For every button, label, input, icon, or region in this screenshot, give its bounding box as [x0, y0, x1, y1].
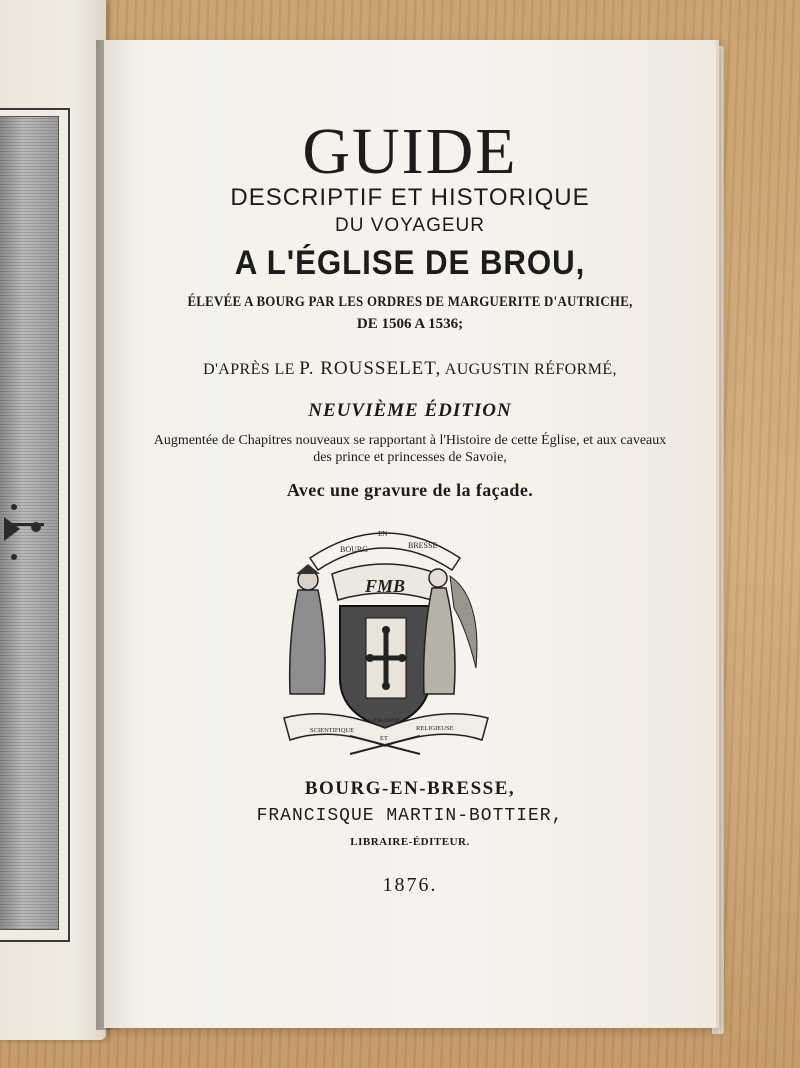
monk-figure-icon — [290, 590, 325, 694]
banner-word-3: BRESSE — [408, 541, 438, 550]
built-line: ÉLEVÉE A BOURG PAR LES ORDRES DE MARGUERITE D'AUTRICHE, — [187, 294, 633, 310]
author-line — [104, 358, 716, 380]
publisher-name: FRANCISQUE MARTIN-BOTTIER, — [256, 806, 564, 826]
book-title: GUIDE — [302, 115, 518, 188]
banner-word-6: ET — [380, 735, 388, 742]
angel-figure-icon — [424, 588, 455, 694]
printer-device-emblem — [270, 518, 500, 760]
publication-city: BOURG-EN-BRESSE, — [304, 778, 516, 799]
banner-word-2: EN — [378, 530, 388, 538]
author-name: P. ROUSSELET, — [299, 358, 442, 379]
frontispiece-frame — [0, 108, 70, 942]
engraving-note: Avec une gravure de la façade. — [286, 480, 534, 500]
author-prefix: D'APRÈS LE — [203, 361, 295, 378]
monogram: FMB — [364, 576, 406, 596]
banner-word-7: RELIGIEUSE — [416, 725, 454, 732]
facing-page — [0, 0, 106, 1040]
subtitle-line-1: DESCRIPTIF ET HISTORIQUE — [230, 184, 590, 211]
banner-word-1: BOURG — [340, 545, 369, 554]
edition-line: NEUVIÈME ÉDITION — [308, 400, 512, 421]
author-suffix: AUGUSTIN RÉFORMÉ, — [444, 361, 617, 378]
frontispiece-engraving — [0, 116, 59, 930]
ornament-icon — [0, 117, 58, 929]
subject-heading: A L'ÉGLISE DE BROU, — [234, 244, 586, 282]
publisher-role: LIBRAIRE-ÉDITEUR. — [350, 836, 470, 848]
banner-word-5: LIBRAIRIE — [368, 717, 401, 724]
subtitle-line-2: DU VOYAGEUR — [334, 215, 485, 236]
dates-line: DE 1506 A 1536; — [356, 316, 464, 332]
title-page — [104, 40, 719, 1028]
augment-text: Augmentée de Chapitres nouveaux se rapportant à l'Histoire de cette Église, et aux caveaux des prince et princesses de Savoie, — [153, 433, 667, 465]
banner-word-4: SCIENTIFIQUE — [310, 727, 355, 734]
publication-year: 1876. — [382, 874, 438, 896]
